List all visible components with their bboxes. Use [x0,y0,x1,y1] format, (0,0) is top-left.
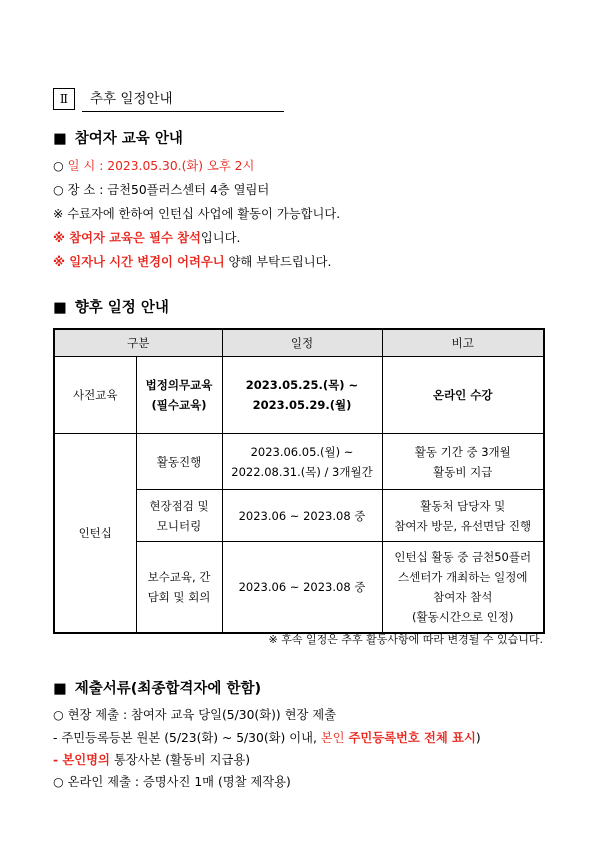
remark-line: 인턴십 활동 중 금천50플러 [394,549,532,564]
line-2-tail: ) [475,731,481,745]
remark-line: 참여자 방문, 유선면담 진행 [394,518,532,533]
item-line: 보수교육, 간 [147,569,211,584]
schedule-heading-text: 향후 일정 안내 [74,300,169,316]
education-note-2 [53,229,240,247]
education-note-3 [53,253,331,271]
documents-line-2 [53,729,481,747]
pre-education-remark: 온라인 수강 [382,357,544,434]
header-remark: 비고 [382,329,544,357]
remark-line: 활동 기간 중 3개월 [414,444,511,459]
date-line: 2023.05.25.(목) ~ [245,378,359,392]
education-note-1: ※ 수료자에 한하여 인턴십 사업에 활동이 가능합니다. [53,207,341,221]
intern-group: 인턴십 [54,434,136,633]
item-line: 현장점검 및 [149,498,209,513]
note-3-tail: 양해 부탁드립니다. [224,255,332,269]
section-title: 추후 일정안내 [90,91,173,107]
pre-education-date [222,357,382,434]
own-name-text: - 본인명의 [53,753,110,767]
supplement-date: 2023.06 ~ 2023.08 중 [222,542,382,633]
schedule-table [53,328,545,634]
line-3-tail: 통장사본 (활동비 지급용) [109,753,251,767]
date-line: 2023.05.29.(월) [252,398,352,412]
pre-education-group: 사전교육 [54,357,136,434]
date-line: 2022.08.31.(목) / 3개월간 [231,464,373,479]
activity-remark [382,434,544,490]
section-number-box: Ⅱ [53,88,75,110]
remark-line: 참여자 참석 [433,589,493,604]
remark-line: 활동비 지급 [433,464,493,479]
activity-date [222,434,382,490]
education-heading [53,129,183,149]
documents-line-4: ○ 온라인 제출 : 증명사진 1매 (명찰 제작용) [53,775,291,789]
header-category: 구분 [54,329,222,357]
circle-bullet: ○ [53,159,68,173]
education-date: 일 시 : 2023.05.30.(화) 오후 2시 [67,159,255,173]
note-2-tail: 입니다. [200,231,241,245]
education-heading-text: 참여자 교육 안내 [74,131,183,147]
supplement-remark [382,542,544,633]
mandatory-attendance-text: ※ 참여자 교육은 필수 참석 [53,231,201,245]
square-bullet-icon: ■ [53,131,67,147]
header-schedule: 일정 [222,329,382,357]
no-change-text: ※ 일자나 시간 변경이 어려우니 [53,255,225,269]
monitoring-remark [382,490,544,542]
remark-line: 스센터가 개최하는 일정에 [397,569,528,584]
monitoring-item [136,490,222,542]
activity-item: 활동진행 [136,434,222,490]
remark-line: (활동시간으로 인정) [412,609,514,624]
item-line: 모니터링 [156,518,202,533]
monitoring-date: 2023.06 ~ 2023.08 중 [222,490,382,542]
item-line: 법정의무교육 [145,378,213,392]
education-place: ○ 장 소 : 금천50플러스센터 4층 열림터 [53,183,270,197]
square-bullet-icon: ■ [53,681,67,697]
education-date-line [53,157,254,175]
pre-education-item [136,357,222,434]
documents-line-3 [53,751,250,769]
table-row [54,357,544,434]
line-2-head: - 주민등록등본 원본 (5/23(화) ~ 5/30(화) 이내, [53,731,321,745]
supplement-item [136,542,222,633]
documents-heading [53,679,261,699]
schedule-footnote: ※ 후속 일정은 추후 활동사항에 따라 변경될 수 있습니다. [268,633,543,646]
remark-line: 활동처 담당자 및 [420,498,506,513]
table-header-row [54,329,544,357]
table-row [54,434,544,490]
schedule-heading [53,298,169,318]
square-bullet-icon: ■ [53,300,67,316]
item-line: (필수교육) [151,398,207,412]
section-title-underline [82,111,284,112]
self-text: 본인 [320,731,345,745]
documents-heading-text: 제출서류(최종합격자에 한함) [74,681,262,697]
documents-line-1: ○ 현장 제출 : 참여자 교육 당일(5/30(화)) 현장 제출 [53,708,337,722]
full-id-number-text: 주민등록번호 전체 표시 [348,731,476,745]
date-line: 2023.06.05.(월) ~ [250,444,354,459]
item-line: 담회 및 회의 [147,589,211,604]
